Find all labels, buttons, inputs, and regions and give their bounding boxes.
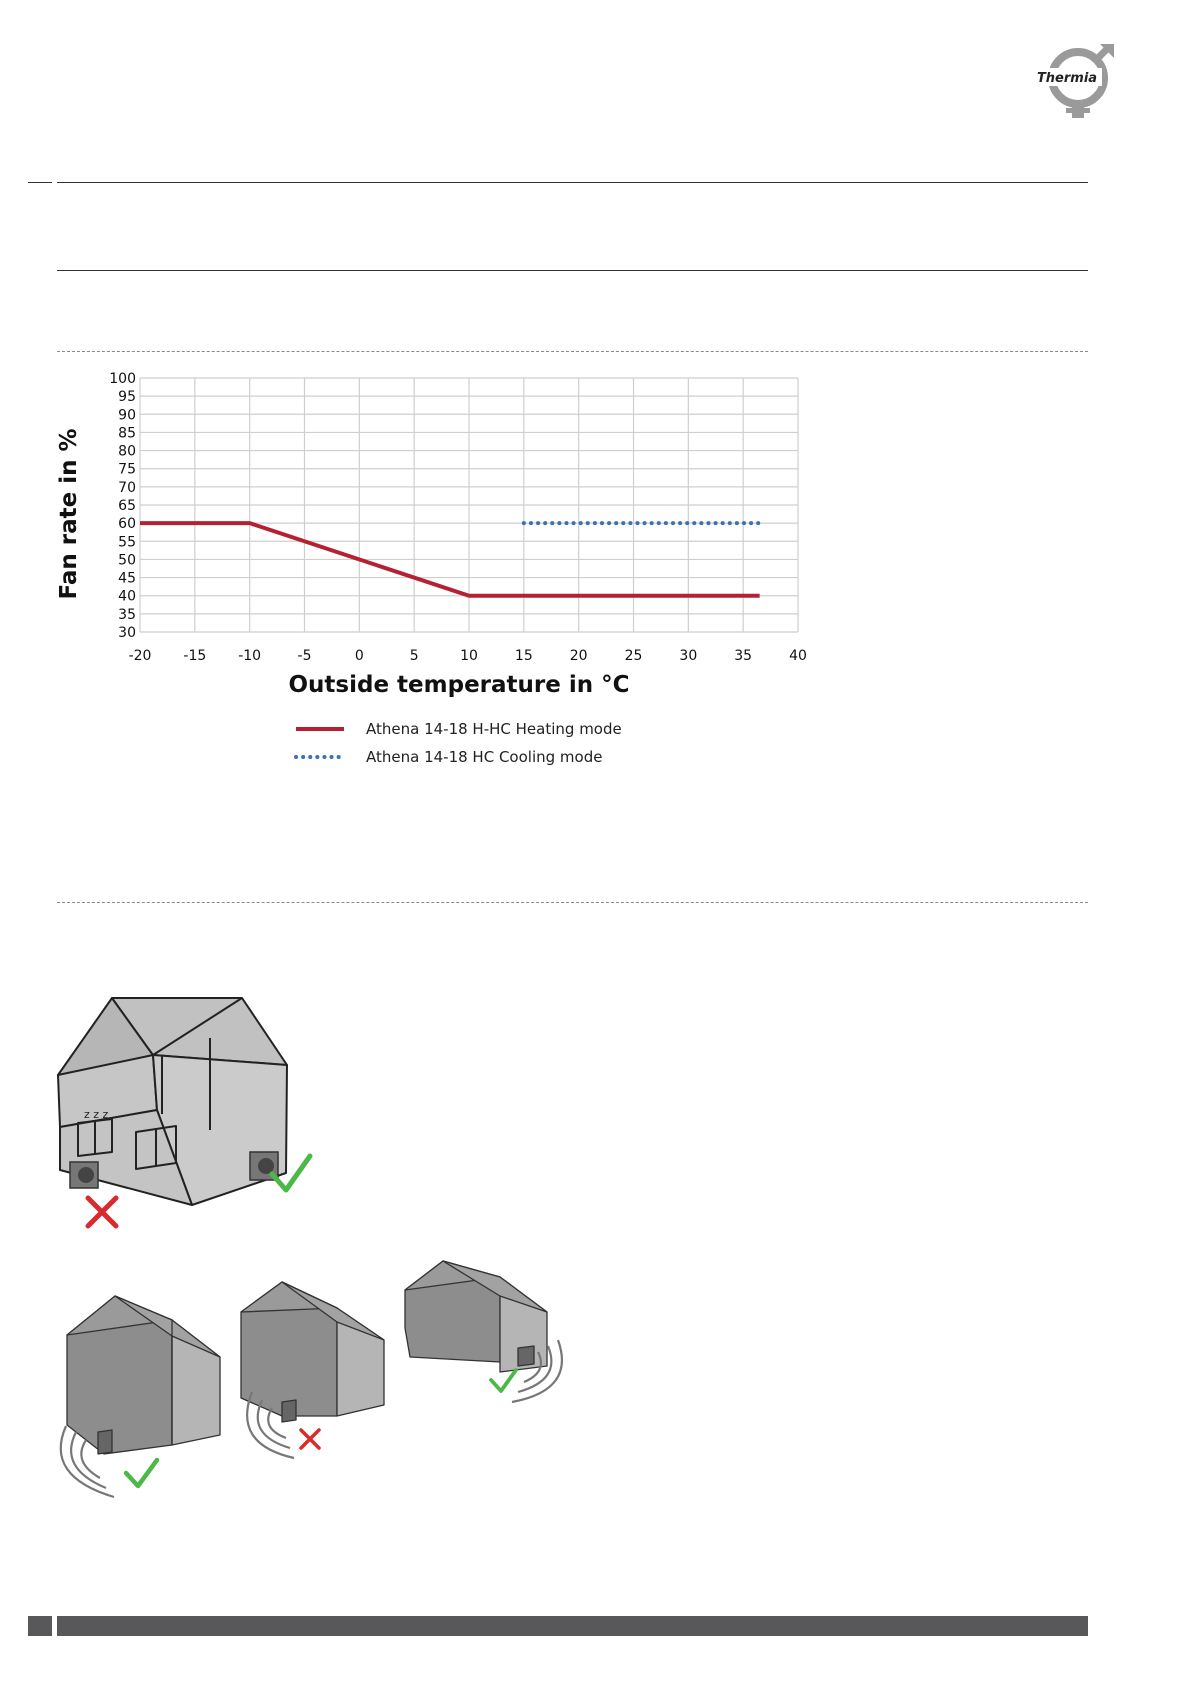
house-icon	[67, 1296, 220, 1454]
x-tick-labels	[129, 648, 807, 664]
y-tick-label: 90	[118, 407, 136, 424]
y-tick-label: 40	[118, 588, 136, 605]
y-tick-label: 70	[118, 479, 136, 496]
check-icon	[126, 1460, 157, 1486]
y-tick-label: 45	[118, 570, 136, 587]
footer-bar	[57, 1616, 1088, 1636]
x-tick-label: 20	[569, 648, 588, 664]
cross-icon	[88, 1198, 116, 1226]
thermia-logo-mark	[1028, 40, 1118, 120]
y-tick-label: 50	[118, 552, 136, 569]
y-tick-labels	[109, 371, 136, 641]
y-tick-label: 95	[118, 389, 136, 406]
x-tick-label: 35	[734, 648, 753, 664]
house-placement-illustration	[50, 990, 330, 1230]
section-rule	[57, 270, 1088, 271]
y-tick-label: 80	[118, 443, 136, 460]
x-tick-label: 40	[789, 648, 807, 664]
x-tick-label: 25	[624, 648, 643, 664]
x-tick-label: -10	[238, 648, 262, 664]
chart-legend	[296, 720, 622, 766]
y-axis-label: Fan rate in %	[56, 428, 82, 600]
cross-icon	[301, 1430, 319, 1448]
x-tick-label: 30	[679, 648, 698, 664]
y-tick-label: 65	[118, 498, 136, 514]
heat-pump-unit-bad	[70, 1162, 98, 1188]
y-tick-label: 55	[118, 534, 136, 551]
y-tick-label: 85	[118, 425, 136, 442]
footer-page-tab	[28, 1616, 52, 1636]
y-tick-label: 75	[118, 461, 136, 478]
logo-text: Thermia	[1036, 71, 1098, 86]
x-tick-label: 5	[409, 648, 419, 664]
snore-text: z z z	[84, 1108, 109, 1121]
x-tick-label: 15	[514, 648, 533, 664]
x-tick-label: -15	[183, 648, 207, 664]
x-tick-label: 10	[460, 648, 478, 664]
legend-label: Athena 14-18 HC Cooling mode	[366, 748, 603, 766]
y-tick-label: 30	[118, 625, 136, 641]
x-axis-label: Outside temperature in °C	[288, 672, 630, 698]
noise-direction-illustration	[50, 1240, 590, 1500]
chart-bottom-dashed-rule	[57, 902, 1088, 903]
header-rule	[57, 182, 1088, 183]
check-icon	[491, 1370, 516, 1391]
x-tick-label: 0	[354, 648, 364, 664]
header-rule-short	[28, 182, 52, 183]
y-tick-label: 100	[109, 371, 136, 387]
x-tick-label: -5	[297, 648, 312, 664]
y-tick-label: 35	[118, 606, 136, 623]
y-tick-label: 60	[118, 516, 136, 533]
fan-rate-chart	[40, 360, 840, 780]
x-tick-label: -20	[128, 648, 152, 664]
legend-label: Athena 14-18 H-HC Heating mode	[366, 720, 622, 738]
house-icon	[405, 1261, 547, 1372]
chart-top-dashed-rule	[57, 351, 1088, 352]
thermia-logo	[1028, 40, 1118, 120]
